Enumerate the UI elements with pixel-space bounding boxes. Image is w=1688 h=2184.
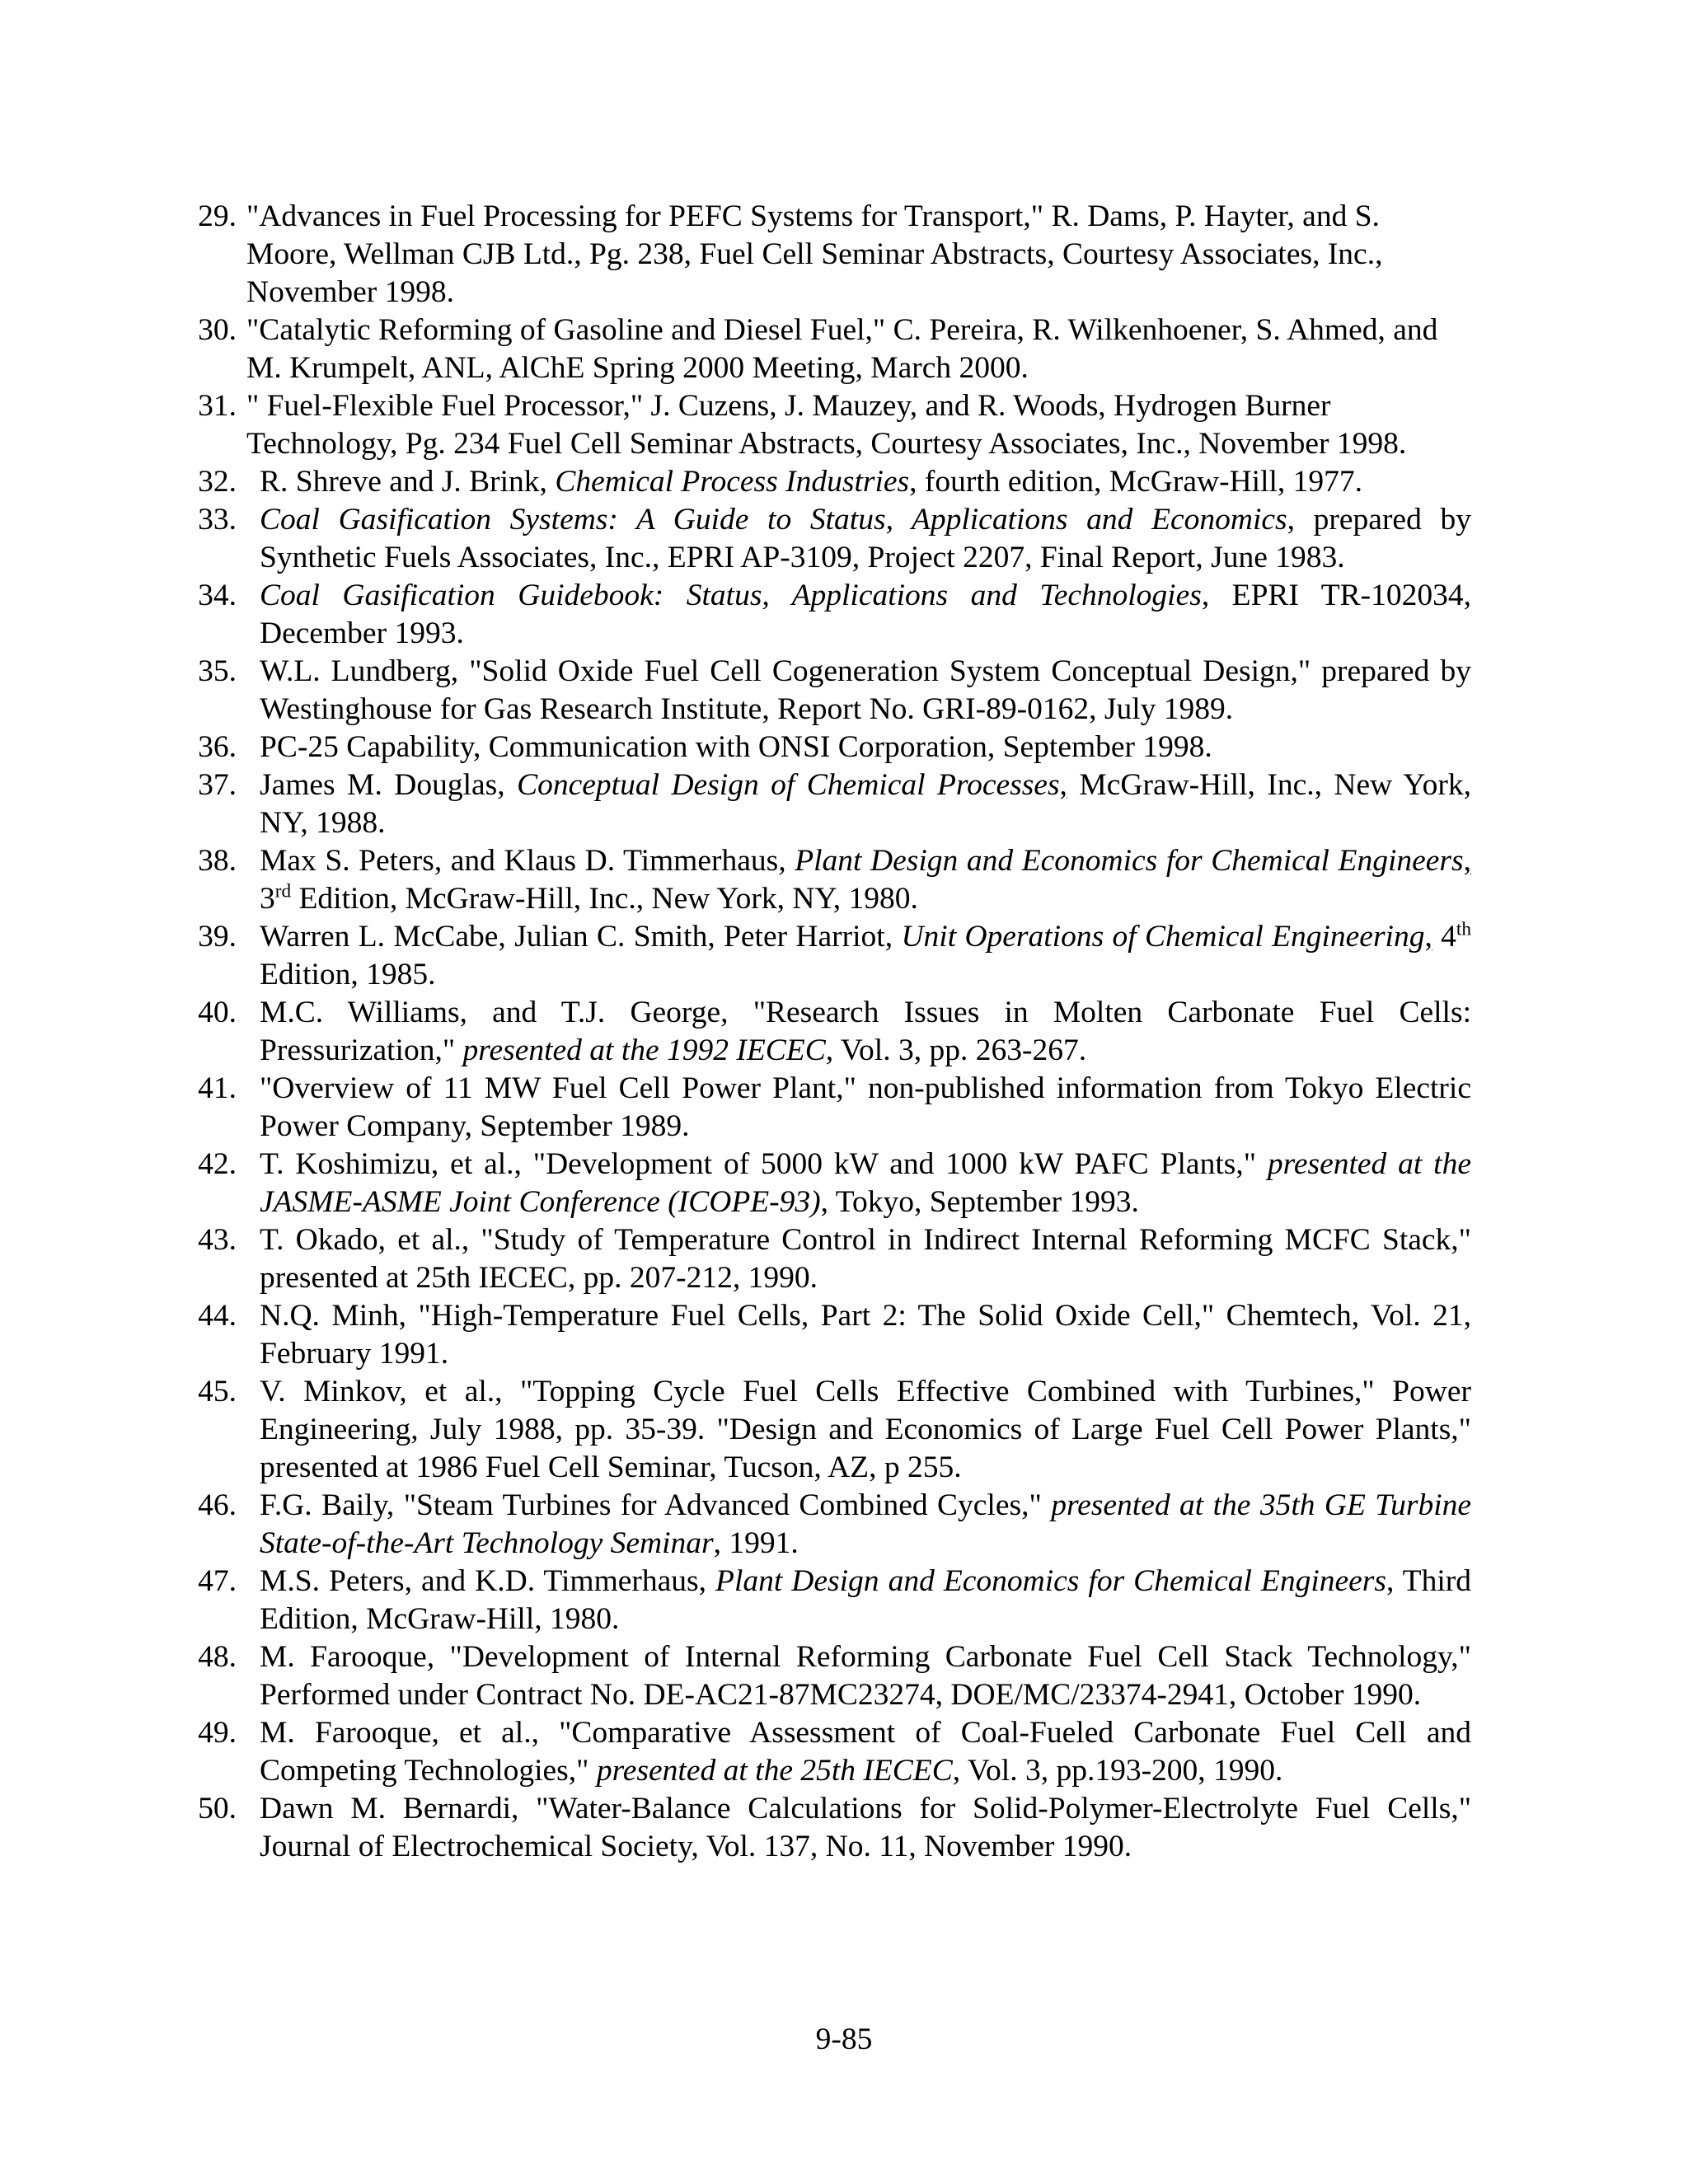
reference-text-part: Max S. Peters, and Klaus D. Timmerhaus [260,844,779,878]
reference-text-part: V. Minkov, et al., "Topping Cycle Fuel Cells Effective Combined with Turbines," Power Engineering, July 1988, pp. 35-39. "Design and Economics of Large Fuel Cell Power Plants," presented at 1986 Fuel Cell Seminar, Tucson, AZ, p 255. [260,1375,1471,1484]
reference-text [246,198,1471,312]
reference-title-italic: Unit Operations of Chemical Engineering [901,920,1425,954]
reference-title-italic: Chemical Process Industries [555,465,910,499]
reference-text [260,766,1471,842]
reference-number: 29. [198,199,237,233]
reference-number: 48. [198,1640,237,1674]
reference-number: 36. [198,730,237,764]
reference-text [260,1638,1471,1714]
reference-item [187,1487,1471,1563]
reference-item [187,842,1471,918]
reference-item [187,1070,1471,1146]
reference-text-part: , EPRI TR-102034, December 1993. [260,579,1471,650]
reference-number: 38. [198,844,237,878]
reference-text [246,312,1471,387]
reference-item [187,653,1471,729]
reference-text-part: M. Farooque, "Development of Internal Reforming Carbonate Fuel Cell Stack Technology," Performed under Contract No. DE-AC21-87MC23274, DOE/MC/23374-2941, October 1990. [260,1640,1471,1712]
reference-text-part: "Advances in Fuel Processing for PEFC Systems for Transport," R. Dams, P. Hayter, and S. Moore, Wellman CJB Ltd., Pg. 238, Fuel Cell Seminar Abstracts, Courtesy Associates, Inc., November 1998. [246,199,1383,309]
reference-number: 47. [198,1564,237,1598]
reference-number: 43. [198,1223,237,1257]
ordinal-suffix: th [1456,918,1472,940]
reference-text-part: PC-25 Capability, Communication with ONSI Corporation, September 1998. [260,730,1212,764]
reference-text-part: Edition, 1985. [260,958,436,991]
reference-number: 46. [198,1488,237,1522]
reference-text [260,1221,1471,1297]
reference-text [260,1297,1471,1373]
reference-text-part: "Overview of 11 MW Fuel Cell Power Plant," non-published information from Tokyo Electric Power Company, September 1989. [260,1071,1471,1143]
ordinal-suffix: rd [274,880,292,902]
reference-text-part: M. Farooque, et al., "Comparative Assessment of Coal-Fueled Carbonate Fuel Cell and Competing Technologies," [260,1716,1471,1788]
reference-title-italic: Conceptual Design of Chemical Processes [517,768,1060,802]
reference-item [187,387,1471,463]
reference-text [260,729,1471,766]
reference-title-italic: presented at the JASME-ASME Joint Conference (ICOPE-93) [260,1147,1471,1219]
reference-text [260,1146,1471,1221]
reference-item [187,1146,1471,1221]
reference-text-part: R. Shreve and J. Brink, [260,465,556,499]
reference-text [260,1563,1471,1638]
reference-item [187,766,1471,842]
reference-number: 33. [198,503,237,537]
reference-title-italic: presented at the 25th IECEC [596,1754,953,1788]
reference-item [187,994,1471,1070]
reference-title-italic: , Plant Design and Economics for Chemical Engineers [778,844,1464,878]
reference-text-part: Edition, McGraw-Hill, Inc., New York, NY, 1980. [291,882,918,916]
reference-text-part: M.C. Williams, and T.J. George, "Research Issues in Molten Carbonate Fuel Cells: Pressurization," [260,996,1471,1067]
reference-text [260,463,1471,501]
reference-text-part: James M. Douglas, [260,768,518,802]
reference-number: 50. [198,1792,237,1825]
page-number: 9-85 [815,2022,873,2056]
reference-text [260,501,1471,577]
reference-text-part: T. Okado, et al., "Study of Temperature Control in Indirect Internal Reforming MCFC Stack," presented at 25th IECEC, pp. 207-212, 1990. [260,1223,1471,1295]
reference-text [260,1790,1471,1866]
reference-text-part: N.Q. Minh, "High-Temperature Fuel Cells, Part 2: The Solid Oxide Cell," Chemtech, Vol. 21, February 1991. [260,1299,1471,1371]
reference-number: 32. [198,465,237,499]
reference-number: 41. [198,1071,237,1105]
reference-text [260,1714,1471,1790]
reference-text-part: Dawn M. Bernardi, "Water-Balance Calculations for Solid-Polymer-Electrolyte Fuel Cells," Journal of Electrochemical Society, Vol. 137, No. 11, November 1990. [260,1792,1471,1863]
reference-list [187,198,1471,1866]
reference-item [187,1714,1471,1790]
reference-title-italic: Coal Gasification Systems: A Guide to Status, Applications and Economics [260,503,1287,537]
reference-text-part: M.S. Peters, and K.D. Timmerhaus, [260,1564,716,1598]
reference-title-italic: Coal Gasification Guidebook: Status, Applications and Technologies [260,579,1202,612]
reference-text-part: T. Koshimizu, et al., "Development of 5000 kW and 1000 kW PAFC Plants," [260,1147,1268,1181]
reference-number: 35. [198,654,237,688]
reference-text-part: 3 [260,882,275,916]
reference-number: 44. [198,1299,237,1333]
reference-item [187,1221,1471,1297]
reference-text-part: F.G. Baily, "Steam Turbines for Advanced Combined Cycles," [260,1488,1052,1522]
reference-text [260,1070,1471,1146]
reference-number: 31. [198,389,237,423]
reference-item [187,1373,1471,1487]
reference-text-part: McGraw-Hill, Inc., New York, NY, 1988. [260,768,1471,840]
reference-title-italic: presented at the 1992 IECEC [462,1033,826,1067]
reference-number: 40. [198,996,237,1029]
reference-text-part: , Third Edition, McGraw-Hill, 1980. [260,1564,1471,1636]
reference-title-italic: Plant Design and Economics for Chemical Engineers [715,1564,1386,1598]
reference-text [260,842,1471,918]
reference-number: 49. [198,1716,237,1750]
reference-text-part: , 1991. [713,1526,799,1560]
reference-text [260,918,1471,994]
reference-text-part: " Fuel-Flexible Fuel Processor," J. Cuzens, J. Mauzey, and R. Woods, Hydrogen Burner Technology, Pg. 234 Fuel Cell Seminar Abstracts, Courtesy Associates, Inc., November 1998. [246,389,1407,461]
reference-text [260,1373,1471,1487]
reference-number: 34. [198,579,237,612]
reference-text [260,577,1471,653]
reference-text-part: , [1059,768,1067,802]
reference-text-part: W.L. Lundberg, "Solid Oxide Fuel Cell Cogeneration System Conceptual Design," prepared by Westinghouse for Gas Research Institute, Report No. GRI-89-0162, July 1989. [260,654,1471,726]
reference-text-part: , [1463,844,1471,878]
reference-text-part: , Tokyo, September 1993. [820,1185,1139,1219]
reference-item [187,577,1471,653]
reference-item [187,501,1471,577]
reference-item [187,918,1471,994]
reference-item [187,312,1471,387]
reference-number: 37. [198,768,237,802]
reference-title-italic: presented at the 35th GE Turbine State-of-the-Art Technology Seminar [260,1488,1472,1560]
reference-number: 39. [198,920,237,954]
reference-text [246,387,1471,463]
reference-text-part: , [1424,920,1432,954]
reference-text-part: Warren L. McCabe, Julian C. Smith, Peter Harriot, [260,920,902,954]
reference-text-part: 4 [1432,920,1456,954]
reference-number: 30. [198,313,237,347]
reference-item [187,729,1471,766]
reference-item [187,463,1471,501]
reference-text-part: , fourth edition, McGraw-Hill, 1977. [909,465,1363,499]
reference-text-part: , [1287,503,1295,537]
reference-item [187,1638,1471,1714]
reference-text [260,994,1471,1070]
reference-text-part: prepared by Synthetic Fuels Associates, Inc., EPRI AP-3109, Project 2207, Final Report, June 1983. [260,503,1471,574]
reference-item [187,1563,1471,1638]
reference-item [187,1297,1471,1373]
reference-text [260,653,1471,729]
reference-item [187,1790,1471,1866]
reference-item [187,198,1471,312]
reference-text-part: , Vol. 3, pp.193-200, 1990. [952,1754,1283,1788]
reference-number: 42. [198,1147,237,1181]
reference-text-part: "Catalytic Reforming of Gasoline and Diesel Fuel," C. Pereira, R. Wilkenhoener, S. Ahmed, and M. Krumpelt, ANL, AlChE Spring 2000 Meeting, March 2000. [246,313,1438,385]
reference-text-part: , Vol. 3, pp. 263-267. [825,1033,1087,1067]
reference-text [260,1487,1471,1563]
reference-number: 45. [198,1375,237,1408]
